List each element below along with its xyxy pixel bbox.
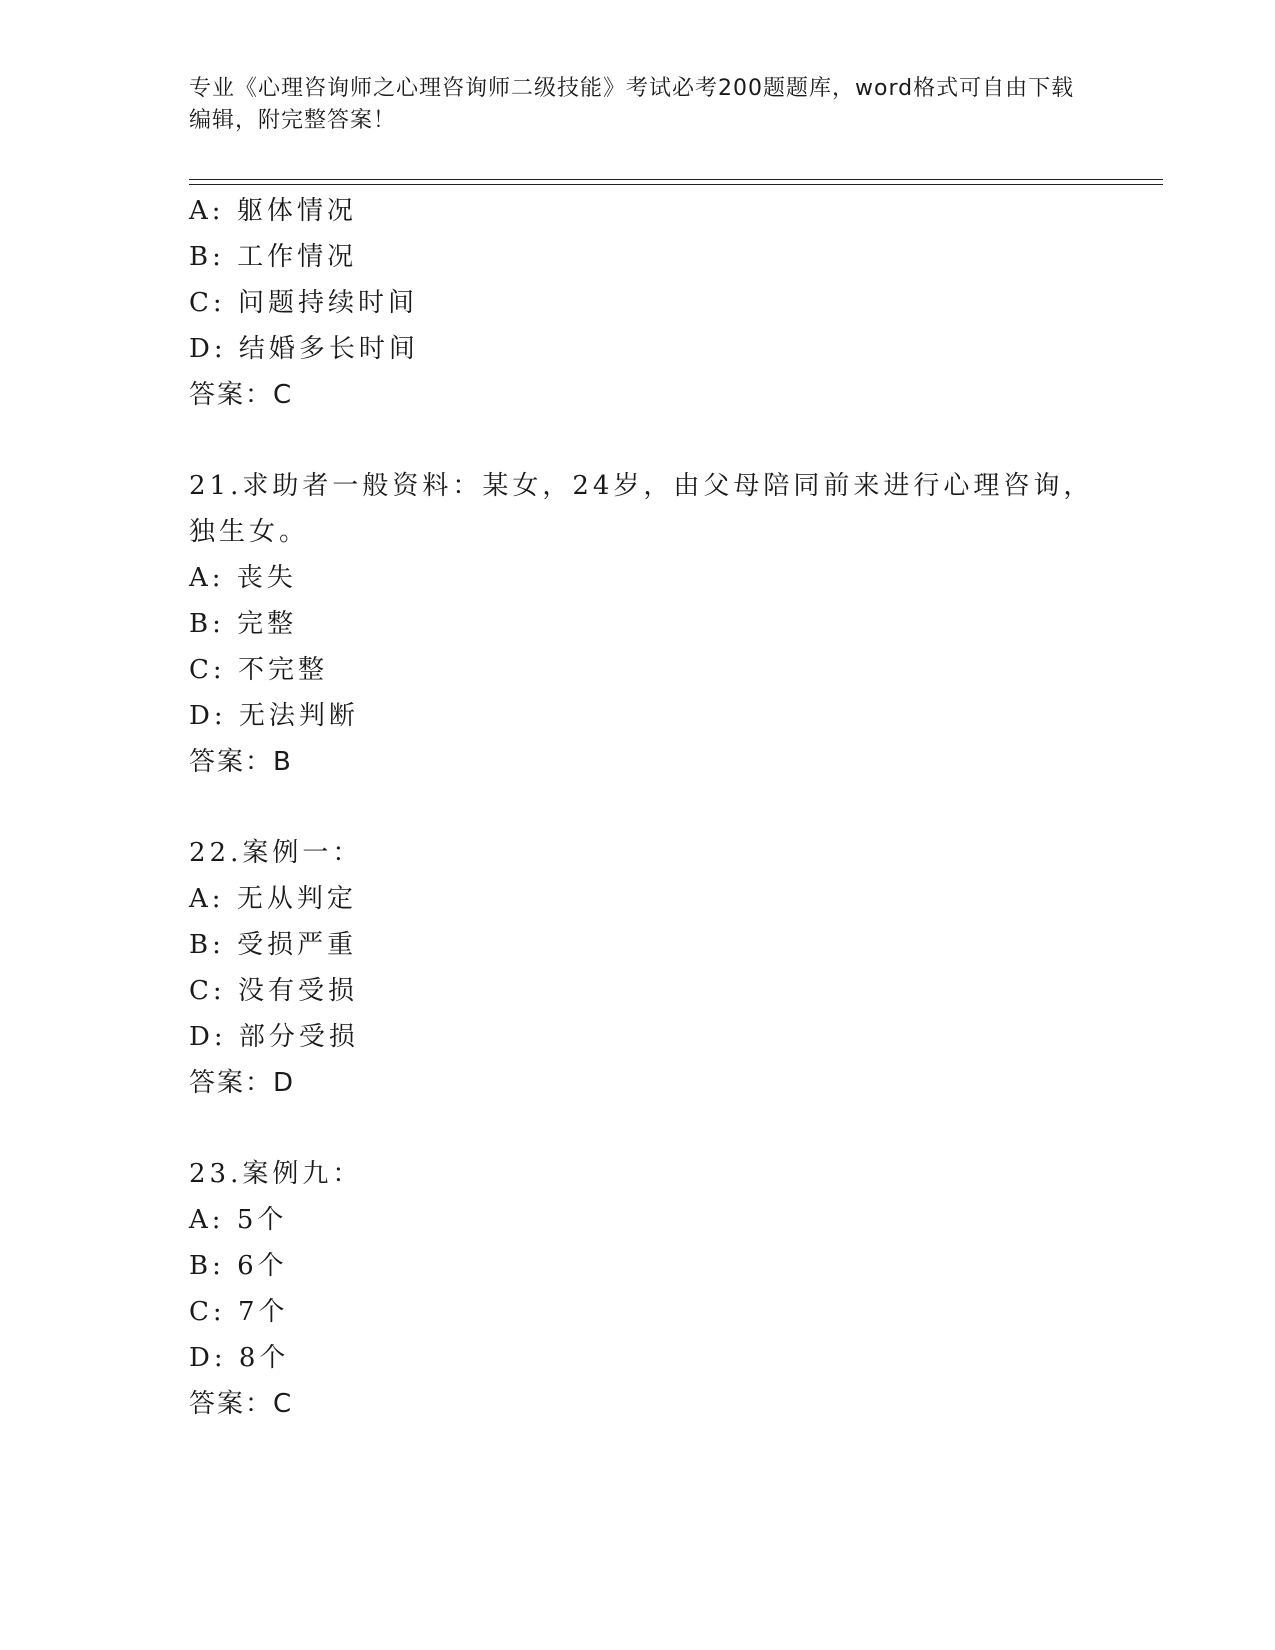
- option-b: B: 受损严重: [189, 930, 358, 960]
- option-d: D: 无法判断: [189, 701, 359, 731]
- question-stem: 23.案例九：: [189, 1159, 363, 1189]
- option-c: C: 7个: [189, 1297, 289, 1327]
- question-block: [189, 463, 1149, 785]
- option-c: C: 没有受损: [189, 976, 358, 1006]
- option-a: A: 无从判定: [189, 884, 357, 914]
- answer-line: 答案：C: [189, 380, 294, 410]
- answer-line: 答案：D: [189, 1068, 296, 1098]
- option-b: B: 完整: [189, 609, 298, 639]
- option-b: B: 工作情况: [189, 242, 358, 272]
- question-stem: 22.案例一：: [189, 838, 363, 868]
- option-a: A: 5个: [189, 1205, 288, 1235]
- question-block: [189, 1151, 1149, 1427]
- option-c: C: 不完整: [189, 655, 328, 685]
- option-c: C: 问题持续时间: [189, 288, 418, 318]
- header-divider-bottom: [189, 184, 1163, 185]
- question-stem: 21.求助者一般资料：某女，24岁，由父母陪同前来进行心理咨询，独生女。: [189, 471, 1094, 547]
- question-block: [189, 830, 1149, 1106]
- document-header: 专业《心理咨询师之心理咨询师二级技能》考试必考200题题库，word格式可自由下载编辑，附完整答案！: [189, 76, 1075, 133]
- option-d: D: 8个: [189, 1343, 290, 1373]
- option-d: D: 结婚多长时间: [189, 334, 419, 364]
- option-d: D: 部分受损: [189, 1022, 359, 1052]
- answer-line: 答案：B: [189, 747, 293, 777]
- option-a: A: 丧失: [189, 563, 297, 593]
- option-a: A: 躯体情况: [189, 196, 357, 226]
- answer-line: 答案：C: [189, 1389, 294, 1419]
- question-block: [189, 188, 1149, 418]
- option-b: B: 6个: [189, 1251, 288, 1281]
- question-list: [189, 188, 1149, 1427]
- header-divider-top: [189, 179, 1163, 180]
